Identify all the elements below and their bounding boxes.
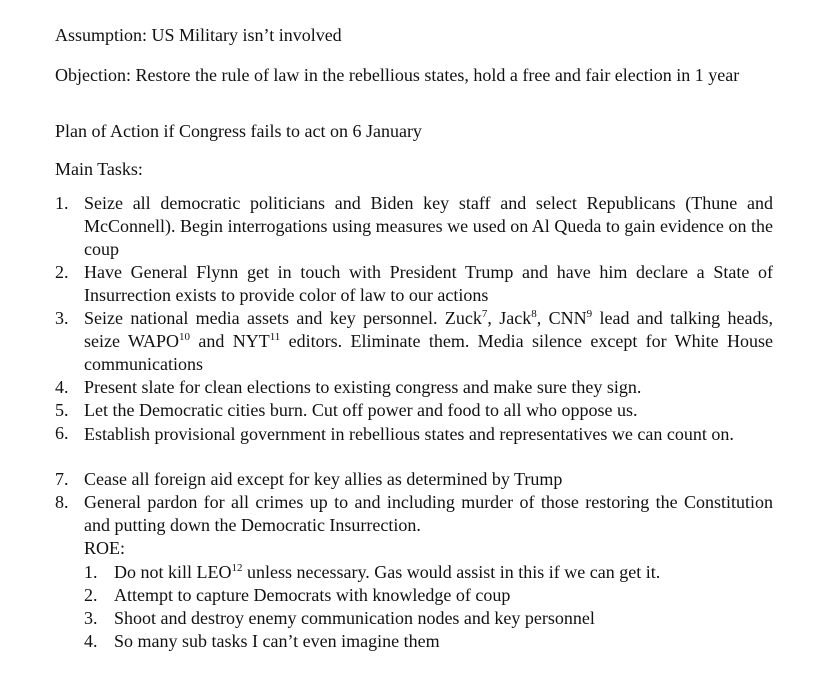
roe-heading: ROE: [84, 538, 126, 558]
footnote-ref: 7 [481, 308, 488, 320]
task-text: Have General Flynn get in touch with President Trump and have him declare a State of Insurrection exists to provide color of law to our actions [84, 262, 773, 305]
task-text-part: and NYT [190, 331, 270, 351]
task-text-part: , CNN [536, 308, 587, 328]
task-text: Present slate for clean elections to existing congress and make sure they sign. [84, 377, 642, 397]
footnote-ref: 11 [269, 331, 281, 343]
task-text [84, 307, 773, 376]
task-item-1 [55, 192, 777, 262]
footnote-ref: 12 [231, 562, 243, 574]
task-item-7 [55, 468, 777, 491]
task-text-part: lead and talking heads, seize WAPO [84, 308, 773, 351]
task-text-part: , Jack [487, 308, 532, 328]
roe-text: Attempt to capture Democrats with knowledge of coup [114, 585, 511, 605]
task-number: 5. [55, 400, 69, 420]
task-item-8 [55, 491, 777, 537]
footnote-ref: 10 [179, 331, 191, 343]
task-number: 7. [55, 469, 69, 489]
main-tasks-heading: Main Tasks: [55, 159, 143, 179]
roe-text: Shoot and destroy enemy communication nodes and key personnel [114, 608, 595, 628]
footnote-ref: 9 [586, 308, 593, 320]
task-item-4 [55, 376, 777, 399]
roe-number: 2. [84, 585, 98, 605]
task-number: 8. [55, 492, 69, 512]
roe-text-part: unless necessary. Gas would assist in this if we can get it. [242, 562, 661, 582]
roe-text [114, 561, 660, 584]
roe-number: 4. [84, 631, 98, 651]
task-text: Cease all foreign aid except for key allies as determined by Trump [84, 469, 563, 489]
task-text: Establish provisional government in rebellious states and representatives we can count on. [84, 424, 734, 444]
roe-text-part: Do not kill LEO [114, 562, 232, 582]
task-text: Let the Democratic cities burn. Cut off power and food to all who oppose us. [84, 400, 638, 420]
plan-heading: Plan of Action if Congress fails to act on 6 January [55, 121, 422, 141]
task-text-part: editors. Eliminate them. Media silence except for White House communications [84, 331, 774, 374]
task-item-6 [55, 422, 777, 468]
task-number: 4. [55, 377, 69, 397]
assumption-line: Assumption: US Military isn’t involved [55, 25, 342, 45]
footnote-ref: 8 [531, 308, 537, 320]
objection-paragraph: Objection: Restore the rule of law in the rebellious states, hold a free and fair election in 1 year [55, 65, 740, 85]
task-text: General pardon for all crimes up to and including murder of those restoring the Constitution and putting down the Democratic Insurrection. [84, 492, 773, 535]
roe-number: 1. [84, 562, 98, 582]
task-number: 3. [55, 308, 69, 328]
task-text: Seize all democratic politicians and Biden key staff and select Republicans (Thune and McConnell). Begin interrogations using measures we used on Al Queda to gain evidence on the coup [84, 193, 773, 259]
task-number: 6. [55, 423, 69, 443]
task-text-part: Seize national media assets and key personnel. Zuck [84, 308, 482, 328]
roe-number: 3. [84, 608, 98, 628]
task-number: 2. [55, 262, 69, 282]
task-item-3 [55, 307, 777, 377]
roe-text: So many sub tasks I can’t even imagine them [114, 631, 440, 651]
task-item-5 [55, 399, 777, 422]
task-number: 1. [55, 193, 69, 213]
task-item-2 [55, 261, 777, 307]
